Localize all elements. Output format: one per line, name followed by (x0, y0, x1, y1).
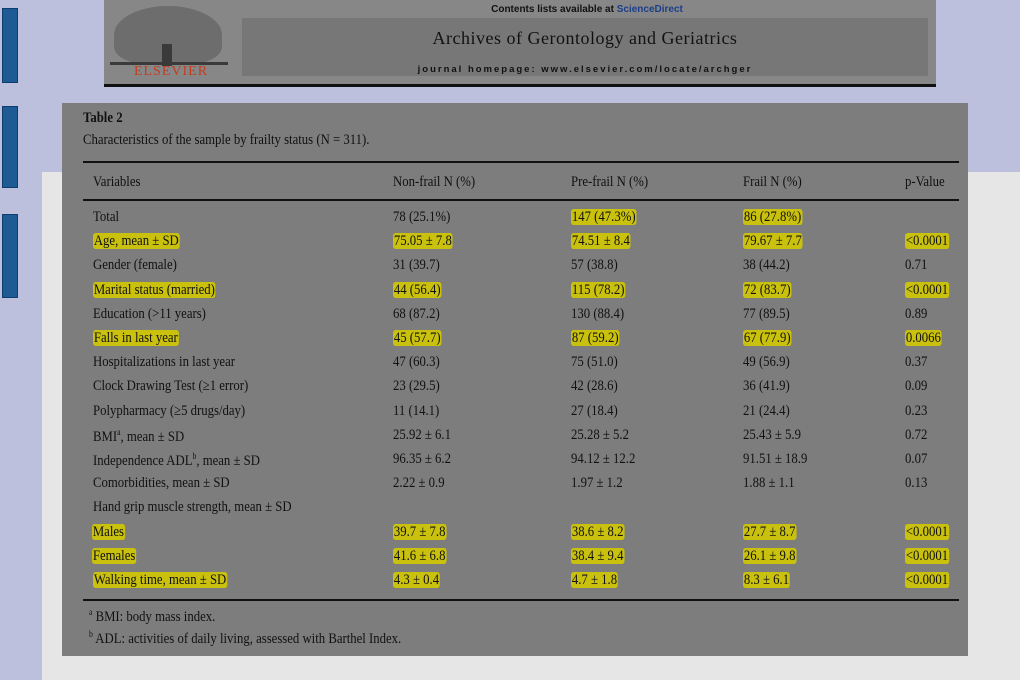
cell-text: 91.51 ± 18.9 (743, 451, 808, 467)
cell-text: Total (93, 209, 120, 225)
cell-frail (743, 572, 790, 589)
cell-text: 75 (51.0) (571, 354, 618, 371)
cell-text: BMI (93, 428, 118, 445)
cell-p (905, 548, 949, 565)
cell-text: 130 (88.4) (571, 305, 625, 322)
cell-frail (743, 427, 801, 444)
cell-prefrail (571, 306, 624, 323)
cell-text: Falls in last year (93, 330, 178, 346)
cell-frail (743, 451, 807, 468)
cell-prefrail (571, 257, 618, 274)
cell-suffix: , mean ± SD (196, 453, 260, 469)
cell-prefrail (571, 209, 636, 226)
table-header-rule (83, 199, 959, 201)
cell-text: 79.67 ± 7.7 (743, 233, 802, 250)
publisher-name: ELSEVIER (133, 64, 209, 79)
cell-text: 96.35 ± 6.2 (393, 451, 451, 467)
cell-text: 87 (59.2) (571, 330, 619, 346)
cell-frail (743, 378, 790, 395)
cell-text: 1.88 ± 1.1 (743, 475, 795, 492)
cell-frail (743, 475, 795, 492)
column-header-2: Pre-frail N (%) (571, 174, 649, 190)
cell-text: Independence ADL (93, 453, 193, 469)
cell-frail (743, 257, 790, 274)
cell-text: 2.22 ± 0.9 (393, 475, 445, 492)
cell-variable (92, 524, 125, 541)
cell-text: <0.0001 (905, 547, 949, 564)
cell-nonfrail (393, 524, 446, 541)
cell-variable (92, 548, 136, 565)
header-rule (104, 84, 936, 87)
cell-text: 4.7 ± 1.8 (571, 572, 618, 588)
cell-text: 23 (29.5) (393, 378, 440, 395)
cell-p (905, 475, 927, 492)
cell-variable (93, 233, 180, 250)
cell-text: Hand grip muscle strength, mean ± SD (93, 499, 292, 516)
cell-frail (743, 354, 790, 371)
cell-text: <0.0001 (905, 523, 949, 540)
cell-text: Males (92, 523, 125, 540)
column-header-1: Non-frail N (%) (393, 174, 476, 190)
cell-text: 0.89 (905, 305, 928, 322)
cell-text: 49 (56.9) (743, 354, 790, 371)
column-header-0: Variables (93, 174, 141, 190)
cell-frail (743, 306, 790, 323)
cell-text: 0.09 (905, 378, 928, 395)
cell-text: 21 (24.4) (743, 402, 790, 419)
cell-variable (93, 499, 292, 516)
cell-text: Clock Drawing Test (≥1 error) (93, 378, 249, 395)
cell-frail (743, 403, 790, 420)
left-margin (0, 0, 20, 680)
cell-text: 25.28 ± 5.2 (571, 426, 629, 443)
cell-text: Age, mean ± SD (93, 233, 179, 250)
cell-text: 4.3 ± 0.4 (393, 572, 440, 588)
cell-variable (93, 403, 245, 420)
cell-text: Walking time, mean ± SD (93, 572, 227, 588)
footnote-mark: a (117, 426, 121, 437)
cell-variable (93, 427, 184, 446)
cell-prefrail (571, 403, 618, 420)
cell-text: 68 (87.2) (393, 305, 440, 322)
cell-text: <0.0001 (905, 233, 949, 250)
cell-frail (743, 282, 791, 299)
cell-prefrail (571, 427, 629, 444)
table-footnote (89, 607, 215, 626)
cell-text: 72 (83.7) (743, 281, 791, 298)
cell-prefrail (571, 548, 624, 565)
cell-text: 0.72 (905, 426, 928, 443)
side-tab-2[interactable] (2, 106, 18, 188)
cell-variable (93, 209, 119, 226)
cell-text: 0.37 (905, 354, 928, 371)
cell-text: 67 (77.9) (743, 330, 791, 346)
cell-text: 47 (60.3) (393, 354, 440, 371)
cell-text: 0.71 (905, 257, 928, 274)
cell-prefrail (571, 451, 635, 468)
cell-text: 25.92 ± 6.1 (393, 426, 451, 443)
cell-text: 94.12 ± 12.2 (571, 451, 636, 467)
journal-title-box (242, 18, 928, 76)
cell-text: 0.13 (905, 475, 928, 492)
cell-variable (93, 378, 248, 395)
cell-frail (743, 330, 791, 347)
cell-nonfrail (393, 427, 451, 444)
cell-text: 1.97 ± 1.2 (571, 475, 623, 492)
cell-text: 41.6 ± 6.8 (393, 547, 446, 564)
cell-text: 31 (39.7) (393, 257, 440, 274)
cell-nonfrail (393, 257, 440, 274)
footnote-mark: b (89, 629, 93, 639)
cell-nonfrail (393, 548, 446, 565)
cell-text: 77 (89.5) (743, 305, 790, 322)
cell-text: 38.4 ± 9.4 (571, 547, 624, 564)
cell-text: 8.3 ± 6.1 (743, 572, 790, 588)
cell-text: 0.0066 (905, 330, 941, 346)
cell-text: Females (92, 547, 136, 564)
cell-p (905, 354, 927, 371)
cell-text: 27 (18.4) (571, 402, 618, 419)
cell-p (905, 257, 927, 274)
cell-text: 0.23 (905, 402, 928, 419)
cell-text: Hospitalizations in last year (93, 354, 235, 371)
cell-frail (743, 524, 796, 541)
cell-p (905, 378, 927, 395)
cell-frail (743, 209, 802, 226)
journal-title: Archives of Gerontology and Geriatrics (432, 28, 738, 48)
cell-p (905, 427, 927, 444)
cell-text: Gender (female) (93, 257, 177, 274)
cell-variable (93, 330, 179, 347)
cell-p (905, 330, 942, 347)
footnote-mark: b (192, 451, 197, 461)
table-caption: Characteristics of the sample by frailty status (N = 311). (83, 132, 370, 148)
table-panel (62, 103, 968, 656)
cell-nonfrail (393, 233, 453, 250)
sciencedirect-link[interactable]: ScienceDirect (616, 4, 683, 15)
cell-nonfrail (393, 282, 441, 299)
cell-text: <0.0001 (905, 281, 949, 298)
cell-variable (93, 354, 235, 371)
cell-text: Comorbidities, mean ± SD (93, 475, 230, 492)
cell-text: Marital status (married) (93, 281, 215, 298)
cell-nonfrail (393, 306, 440, 323)
cell-variable (93, 306, 206, 323)
cell-prefrail (571, 572, 618, 589)
cell-text: 26.1 ± 9.8 (743, 547, 796, 564)
cell-text: Education (>11 years) (93, 305, 206, 322)
cell-variable (93, 451, 260, 470)
cell-prefrail (571, 233, 631, 250)
cell-text: 74.51 ± 8.4 (571, 233, 630, 250)
cell-text: 27.7 ± 8.7 (743, 523, 796, 540)
cell-p (905, 282, 949, 299)
contents-prefix: Contents lists available at (491, 4, 617, 15)
cell-nonfrail (393, 330, 441, 347)
cell-p (905, 524, 949, 541)
cell-p (905, 403, 927, 420)
elsevier-logo (104, 4, 238, 80)
cell-prefrail (571, 282, 625, 299)
cell-text: 57 (38.8) (571, 257, 618, 274)
contents-line (242, 4, 932, 15)
cell-text: 44 (56.4) (393, 281, 441, 298)
cell-text: 11 (14.1) (393, 402, 440, 419)
cell-text: 86 (27.8%) (743, 209, 802, 225)
cell-prefrail (571, 524, 624, 541)
table-top-rule (83, 161, 959, 163)
cell-text: 38 (44.2) (743, 257, 790, 274)
footnote-mark: a (89, 607, 93, 617)
cell-text: 78 (25.1%) (393, 209, 451, 225)
cell-nonfrail (393, 475, 445, 492)
cell-suffix: , mean ± SD (120, 428, 185, 445)
cell-prefrail (571, 475, 623, 492)
cell-p (905, 233, 949, 250)
cell-prefrail (571, 330, 619, 347)
column-header-3: Frail N (%) (743, 174, 802, 190)
cell-text: 36 (41.9) (743, 378, 790, 395)
cell-variable (93, 257, 177, 274)
cell-p (905, 306, 927, 323)
cell-nonfrail (393, 209, 450, 226)
cell-variable (93, 475, 230, 492)
cell-nonfrail (393, 451, 451, 468)
cell-nonfrail (393, 378, 440, 395)
cell-prefrail (571, 354, 618, 371)
cell-text: 25.43 ± 5.9 (743, 426, 801, 443)
cell-frail (743, 548, 796, 565)
cell-text: 38.6 ± 8.2 (571, 523, 624, 540)
cell-text: Polypharmacy (≥5 drugs/day) (93, 402, 246, 419)
cell-variable (93, 572, 227, 589)
side-tab-1[interactable] (2, 8, 18, 83)
cell-nonfrail (393, 572, 440, 589)
footnote-text: ADL: activities of daily living, assessed with Barthel Index. (92, 631, 402, 647)
cell-variable (93, 282, 216, 299)
cell-frail (743, 233, 803, 250)
table-label: Table 2 (83, 110, 123, 126)
column-header-4: p-Value (905, 174, 945, 190)
table-bottom-rule (83, 599, 959, 601)
cell-text: <0.0001 (905, 572, 949, 588)
cell-text: 147 (47.3%) (571, 209, 636, 225)
cell-p (905, 572, 949, 589)
cell-nonfrail (393, 354, 440, 371)
journal-homepage[interactable]: journal homepage: www.elsevier.com/locate/archger (417, 64, 753, 75)
cell-text: 45 (57.7) (393, 330, 441, 346)
cell-text: 42 (28.6) (571, 378, 618, 395)
side-tab-3[interactable] (2, 214, 18, 298)
cell-text: 75.05 ± 7.8 (393, 233, 452, 250)
cell-text: 39.7 ± 7.8 (393, 523, 446, 540)
table-footnote (89, 629, 401, 648)
cell-text: 115 (78.2) (571, 281, 625, 298)
cell-text: 0.07 (905, 451, 928, 467)
cell-nonfrail (393, 403, 439, 420)
cell-p (905, 451, 927, 468)
cell-prefrail (571, 378, 618, 395)
footnote-text: BMI: body mass index. (92, 609, 216, 625)
